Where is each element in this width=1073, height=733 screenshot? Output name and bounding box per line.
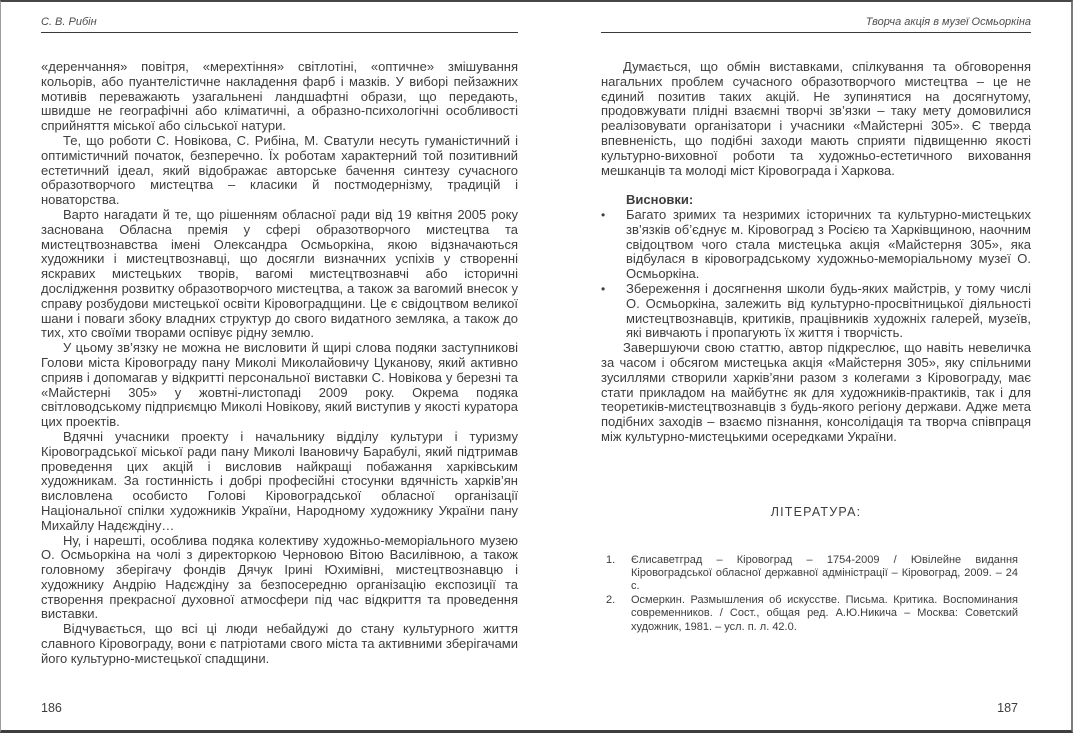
reference-number: 1. bbox=[606, 553, 616, 566]
paragraph: Ну, і нарешті, особлива подяка колективу художньо-меморіального музею О. Осмьоркіна на чолі з директоркою Черновою Вітою Василівною, а також головному зберігачу фондів Дячук Ірині Юхимівні, мистецтвознавцю і художнику Андрію Надєждіну за безпосередню організацію експозиції та створення прекрасної духовної атмосфери під час відкриття та проведення виставки. bbox=[41, 532, 518, 622]
page-number-right: 187 bbox=[997, 701, 1018, 715]
paragraph: У цьому зв’язку не можна не висловити й щирі слова подяки заступникові Голови міста Кіровограду пану Миколі Миколайовичу Цуканову, який активно сприяв і допомагав у відкритті персональної виставки С. Новікова у березні та «Майстерні 305» у жовтні-листопаді 2009 року. Окрема подяка світловодському підприємцю Миколі Новікову, який виступив у якості куратора цих проектів. bbox=[41, 340, 518, 430]
bullet-icon: • bbox=[601, 281, 606, 296]
paragraph: Варто нагадати й те, що рішенням обласної ради від 19 квітня 2005 року заснована Обласна премія у сфері образотворчого мистецтва та мистецтвознавства імені Олександра Осмьоркіна, якою відзначаються художники і мистецтвознавці, що досягли визначних успіхів у створенні яскравих мистецьких творів, вагомі мистецтвознавчі або історичні дослідження розвитку образотворчого мистецтва, а також за вагомий внесок у справу розбудови мистецької освіти Кіровоградщини. Це є свідоцтвом великої шани і поваги збоку владних структур до свого видатного земляка, а також до тих, хто своїми творами оспівує рідну землю. bbox=[41, 206, 518, 341]
reference-text: Осмеркин. Размышления об искусстве. Письма. Критика. Воспоминания современников. / Сост., общая ред. А.Ю.Никича – Москва: Советский художник, 1981. – усл. п. л. 42.0. bbox=[631, 593, 1018, 633]
conclusions-heading: Висновки: bbox=[626, 192, 694, 208]
running-header-author: С. В. Рибін bbox=[41, 16, 97, 28]
bullet-icon: • bbox=[601, 207, 606, 222]
paragraph: «деренчання» повітря, «мерехтіння» світлотіні, «оптичне» змішування кольорів, або пуантелістичне накладення фарб і мазків. У виборі пейзажних мотивів переважають узагальнені ландшафтні образи, що передають, швидше не географічні або кліматичні, а образно-психологічні особливості сприйняття міської або сільської натури. bbox=[41, 59, 518, 134]
reference-text: Єлисаветград – Кіровоград – 1754-2009 / Ювілейне видання Кіровоградської обласної державної адміністрації – Кіровоград, 2009. – 24 с. bbox=[631, 553, 1018, 593]
paragraph: Вдячні учасники проекту і начальнику відділу культури і туризму Кіровоградської міської ради пану Миколі Івановичу Барабулі, який підтримав проведення цих акцій і висловив найкращі побажання харківським художникам. За гостинність і добрі професійні стосунки вдячність харків’ян висловлена особисто Голові Кіровоградської обласної організації Національної спілки художників України, Народному художнику України пану Михайлу Надєждіну… bbox=[41, 428, 518, 533]
right-page-body bbox=[601, 60, 1031, 634]
running-header-left bbox=[41, 16, 518, 33]
reference-item bbox=[606, 554, 1018, 594]
paragraph: Думається, що обмін виставками, спілкування та обговорення нагальних проблем сучасного образотворчого мистецтва – це не єдиний позитив таких акцій. Не зупинятися на досягнутому, продовжувати плідні взаємні творчі зв’язки – таку мету домовилися реалізовувати організатори і учасники «Майстерні 305». Є тверда впевненість, що подібні заходи мають сприяти підвищенню якості культурно-виховної роботи та художньо-естетичного виховання мешканців та молоді міст Кіровограда і Харкова. bbox=[601, 59, 1031, 178]
reference-list bbox=[601, 554, 1031, 634]
paragraph: Те, що роботи С. Новікова, С. Рибіна, М. Сватули несуть гуманістичний і оптимістичний початок, безперечно. Їх роботам характерний той позитивний естетичний ідеал, який відображає авторське бачення синтезу сучасного образотворчого мистецтва – класики й постмодернізму, традицій і новаторства. bbox=[41, 132, 518, 208]
reference-number: 2. bbox=[606, 593, 616, 606]
running-header-right bbox=[601, 16, 1031, 33]
running-header-article-title: Творча акція в музеї Осмьоркіна bbox=[865, 16, 1031, 28]
paragraph: Відчувається, що всі ці люди небайдужі до стану культурного життя славного Кіровограду, вони є патріотами свого міста та активними зберігачами його культурно-мистецької спадщини. bbox=[41, 621, 518, 666]
bullet-text: Багато зримих та незримих історичних та культурно-мистецьких зв’язків об’єднує м. Кіровоград з Росією та Харківщиною, наочним свідоцтвом чого стала мистецька акція «Майстерня 305», яка відбулася в кіровоградському художньо-меморіальному музеї О. Осмьоркіна. bbox=[626, 206, 1031, 282]
bullet-text: Збереження і досягнення школи будь-яких майстрів, у тому числі О. Осмьоркіна, залежить від культурно-просвітницької діяльності мистецтвознавців, критиків, працівників художніх галерей, музеїв, які вивчають і пропагують їх життя і творчість. bbox=[626, 280, 1031, 341]
paragraph: Завершуючи свою статтю, автор підкреслює, що навіть невеличка за часом і обсягом мистецька акція «Майстерня 305», яку спільними зусиллями створили харків’яни разом з колегами з Кіровограду, має стати прикладом на майбутнє як для художників-практиків, так і для теоретиків-мистецтвознавців з будь-якого регіону держави. Адже мета подібних заходів – взаємо пізнання, консолідація та творча співпраця між культурно-мистецькими осередками України. bbox=[601, 340, 1031, 444]
list-item bbox=[601, 208, 1031, 282]
page-right bbox=[538, 2, 1073, 730]
page-left bbox=[1, 2, 538, 730]
left-page-body bbox=[41, 60, 518, 667]
list-item bbox=[601, 282, 1031, 341]
reference-item bbox=[606, 594, 1018, 634]
page-number-left: 186 bbox=[41, 701, 62, 715]
literature-heading: ЛІТЕРАТУРА: bbox=[770, 504, 862, 519]
